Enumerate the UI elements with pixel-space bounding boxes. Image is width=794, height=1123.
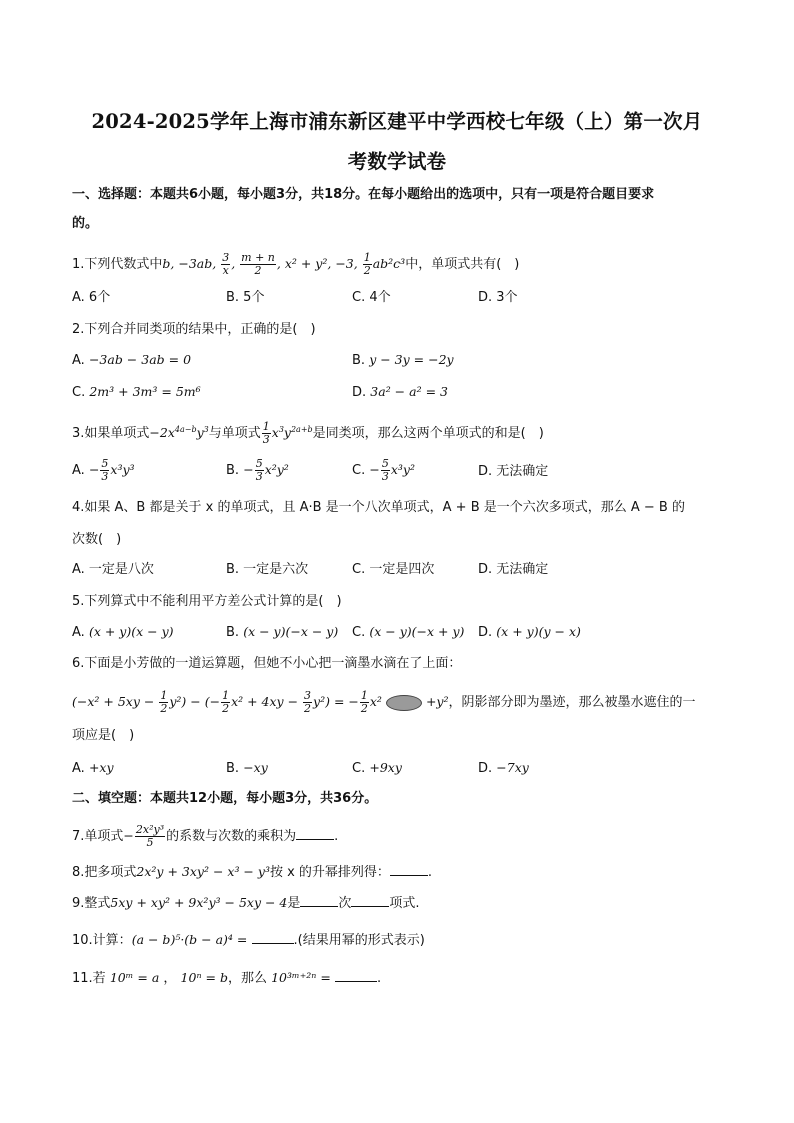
answer-blank[interactable] [296,827,334,840]
question-4-option-a[interactable]: A. 一定是八次 [72,562,154,577]
question-4-option-d[interactable]: D. 无法确定 [478,562,549,577]
question-10: 10.计算：(a − b)⁵·(b − a)⁴ = .(结果用幂的形式表示) [72,932,425,948]
question-4-stem: 4.如果 A、B 都是关于 x 的单项式，且 A·B 是一个八次单项式，A + B 是一个六次多项式，那么 A − B 的 [72,500,685,515]
question-6-option-b[interactable]: B. −xy [226,760,268,776]
question-3-option-a[interactable]: A. − $\frac{5}{3}$ x³y³ [72,457,135,483]
question-4-option-c[interactable]: C. 一定是四次 [352,562,435,577]
question-5-option-b[interactable]: B. (x − y)(−x − y) [226,624,339,640]
question-5-option-d[interactable]: D. (x + y)(y − x) [478,624,581,640]
answer-blank-terms[interactable] [351,894,389,907]
question-2-option-c[interactable]: C. 2m³ + 3m³ = 5m⁶ [72,384,201,400]
question-1-option-a[interactable]: A. 6个 [72,290,111,305]
question-2-stem: 2.下列合并同类项的结果中，正确的是( ) [72,322,316,337]
question-6-stem-cont: 项应是( ) [72,728,135,743]
question-6-option-c[interactable]: C. +9xy [352,760,402,776]
question-1-option-b[interactable]: B. 5个 [226,290,265,305]
question-6-option-a[interactable]: A. +xy [72,760,114,776]
exam-title-line1: 2024-2025学年上海市浦东新区建平中学西校七年级（上）第一次月 [91,110,703,133]
question-3-option-b[interactable]: B. − $\frac{5}{3}$ x²y² [226,457,289,483]
section1-instructions: 一、选择题：本题共6小题，每小题3分，共18分。在每小题给出的选项中，只有一项是符合题目要求 [72,187,655,202]
question-5-stem: 5.下列算式中不能利用平方差公式计算的是( ) [72,594,342,609]
answer-blank[interactable] [335,969,377,982]
question-7: 7.单项式− $\frac{\text{2x²y³}}{5}$ 的系数与次数的乘积为 . [72,823,339,849]
question-2-option-d[interactable]: D. 3a² − a² = 3 [352,384,448,400]
question-1-option-c[interactable]: C. 4个 [352,290,391,305]
question-3-option-d[interactable]: D. 无法确定 [478,464,549,479]
question-4-stem-cont: 次数( ) [72,532,122,547]
question-8: 8.把多项式2x²y + 3xy² − x³ − y³按 x 的升幂排列得： . [72,864,433,880]
question-1-stem: 1.下列代数式中b, −3ab, $\frac{3}{x}$ , $\frac{m + n}{2}$ , x² + y², −3, $\frac{1}{2}$ ab²c³中，单项式共有( ) [72,251,520,277]
question-3-option-c[interactable]: C. − $\frac{5}{3}$ x³y² [352,457,415,483]
question-4-option-b[interactable]: B. 一定是六次 [226,562,309,577]
exam-title-line2: 考数学试卷 [347,150,447,173]
question-6-option-d[interactable]: D. −7xy [478,760,529,776]
question-2-option-b[interactable]: B. y − 3y = −2y [352,352,454,368]
section1-instructions-cont: 的。 [72,216,99,231]
section2-instructions: 二、填空题：本题共12小题，每小题3分，共36分。 [72,791,378,806]
ink-blot [386,695,422,711]
question-9: 9.整式5xy + xy² + 9x²y³ − 5xy − 4是 次 项式. [72,895,420,911]
question-5-option-c[interactable]: C. (x − y)(−x + y) [352,624,465,640]
question-11: 11.若 10ᵐ = a ， 10ⁿ = b，那么 10³ᵐ⁺²ⁿ = . [72,970,382,986]
answer-blank-degree[interactable] [300,894,338,907]
question-6-stem: 6.下面是小芳做的一道运算题，但她不小心把一滴墨水滴在了上面： [72,656,462,671]
question-5-option-a[interactable]: A. (x + y)(x − y) [72,624,174,640]
question-2-option-a[interactable]: A. −3ab − 3ab = 0 [72,352,192,368]
answer-blank[interactable] [390,863,428,876]
answer-blank[interactable] [252,931,294,944]
question-1-option-d[interactable]: D. 3个 [478,290,518,305]
question-6-equation: (−x² + 5xy − $\frac{1}{2}$ y²) − (− $\frac{1}{2}$ x² + 4xy − $\frac{3}{2}$ y²) = − $\frac{1}{2}$ x² +y²，阴影部分即为墨迹，那么被墨水遮住的一 [72,689,696,715]
question-3-stem: 3.如果单项式$-2x^{4a-b}y^3$与单项式 $\frac{1}{3}$ $x^3y^{2a+b}$是同类项，那么这两个单项式的和是( ) [72,420,544,447]
